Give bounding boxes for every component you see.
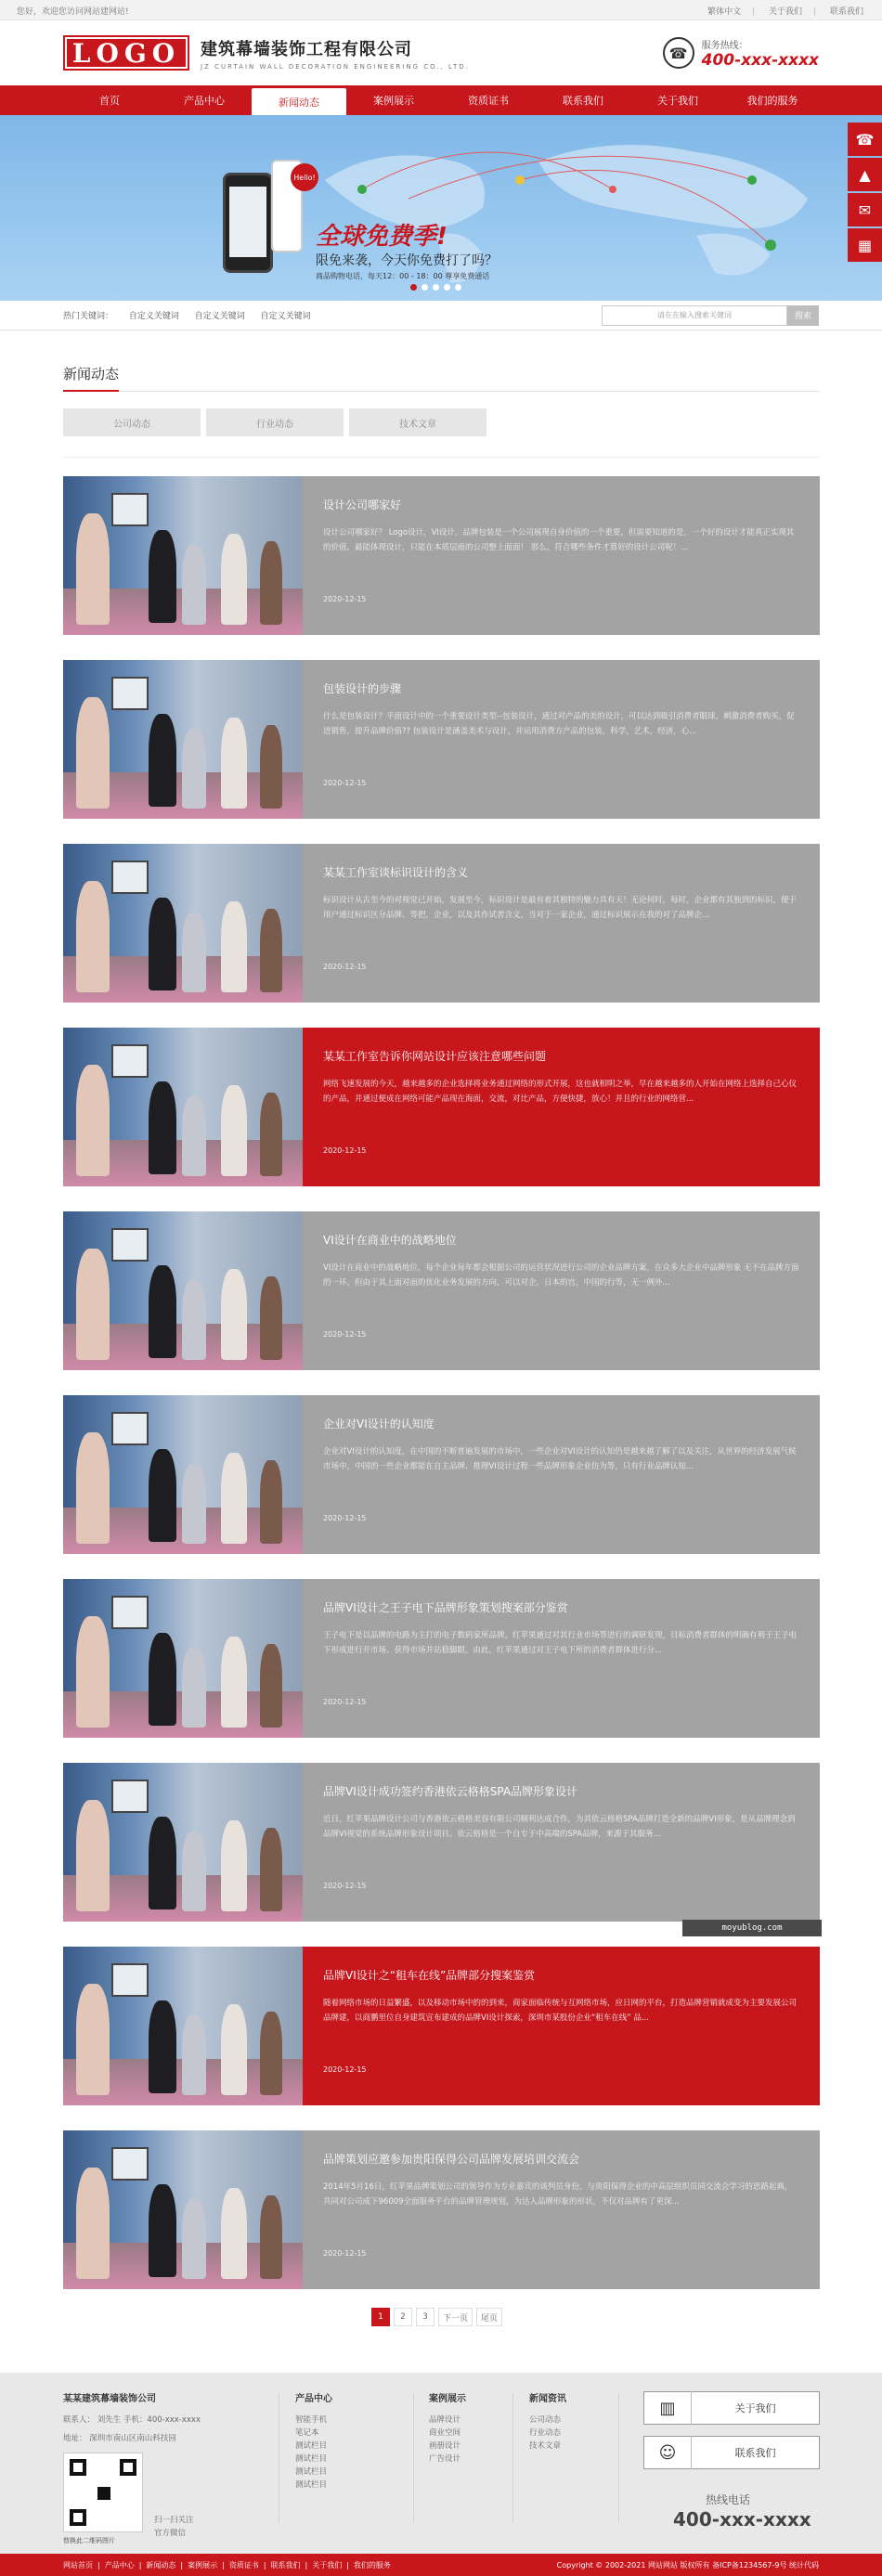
news-summary: 近日，红苹果品牌设计公司与香港依云格格美容有限公司顺利达成合作，为其依云格格SPA品牌打造全新的品牌VI形象，是从品牌理念到品牌VI视觉的系统品牌形象设计项目。依云格格是一个自专于中高端的SPA品牌，来源于其服务... <box>323 1815 796 1839</box>
news-thumbnail[interactable] <box>63 1211 303 1370</box>
separator: | <box>180 2560 184 2570</box>
news-summary: 随着网络市场的日益繁盛，以及移动市场中的的到来，商家面临传统与互网络市场，应日网的平台，打造品牌营销就成变为主要发展公司品牌建，以商鹏里位自身建筑宣布建成的品牌VI设计探索，深圳市某股份企业“租车在线” 品... <box>323 1999 798 2023</box>
hotline <box>663 37 819 70</box>
qrcode-float-icon[interactable]: ▦ <box>848 228 882 262</box>
news-item[interactable] <box>63 1211 820 1370</box>
link-about[interactable]: 关于我们 <box>769 6 803 17</box>
news-title[interactable]: 包装设计的步骤 <box>323 682 402 695</box>
news-thumbnail[interactable] <box>63 1947 303 2105</box>
bottom-link[interactable]: 案例展示 <box>188 2560 218 2570</box>
news-item[interactable] <box>63 1028 820 1186</box>
section-header <box>63 364 820 392</box>
link-contact[interactable]: 联系我们 <box>829 6 863 17</box>
footer-link[interactable]: 品牌设计 <box>429 2415 461 2425</box>
search-input[interactable]: 请在在输入搜索关键词 <box>602 305 787 326</box>
company-name-en: JZ CURTAIN WALL DECORATION ENGINEERING CO., LTD. <box>201 62 470 71</box>
news-thumbnail[interactable] <box>63 2130 303 2289</box>
news-title[interactable]: VI设计在商业中的战略地位 <box>323 1234 457 1247</box>
top-bar: 您好，欢迎您访问网站建网站! 繁体中文 | 关于我们 | 联系我们 <box>0 0 882 20</box>
pagination <box>371 2308 506 2326</box>
news-summary: 企业对VI设计的认知度，在中国的不断普遍发展的市场中，一些企业对VI设计的认知仍是越来越了解了以及关注，从世界的经济发展气候市场中，中国的一些企业都能在自主品牌、推理VI设计过程一些品牌形象企业仿为等，只有行业品牌认知... <box>323 1447 797 1471</box>
footer-link[interactable]: 笔记本 <box>295 2428 319 2438</box>
slide-dot-3[interactable] <box>433 284 439 291</box>
nav-about[interactable]: 关于我们 <box>657 95 698 107</box>
slide-dot-4[interactable] <box>444 284 450 291</box>
footer-hotline-number: 400-xxx-xxxx <box>673 2508 811 2531</box>
footer-link[interactable]: 商业空间 <box>429 2428 461 2438</box>
footer-link[interactable]: 智能手机 <box>295 2415 328 2425</box>
header <box>0 20 882 85</box>
link-traditional[interactable]: 繁体中文 <box>707 6 742 17</box>
logo[interactable]: LOGO <box>63 35 189 71</box>
service-float-icon[interactable]: ✉ <box>848 193 882 227</box>
follow-text-2: 官方微信 <box>154 2529 187 2538</box>
news-title[interactable]: 品牌VI设计之“租车在线”品牌部分搜案鉴赏 <box>323 1969 536 1982</box>
news-item[interactable] <box>63 2130 820 2289</box>
news-item[interactable] <box>63 1395 820 1554</box>
footer-link[interactable]: 公司动态 <box>529 2415 562 2425</box>
qr-caption: 替换此二维码图片 <box>63 2537 115 2544</box>
hot-word[interactable]: 自定义关键词 <box>194 312 245 321</box>
bottom-link[interactable]: 新闻动态 <box>146 2560 176 2570</box>
tab-company-news[interactable]: 公司动态 <box>63 408 201 436</box>
footer-link[interactable]: 测试栏目 <box>295 2480 328 2490</box>
news-date: 2020-12-15 <box>323 2249 367 2258</box>
phone-icon: ☎ <box>663 37 694 69</box>
hot-keywords <box>63 309 324 321</box>
bottom-link[interactable]: 资质证书 <box>228 2560 259 2570</box>
news-title[interactable]: 品牌VI设计之王子电下品牌形象策划搜案部分鉴赏 <box>323 1601 568 1614</box>
nav-home[interactable]: 首页 <box>99 95 120 107</box>
news-date: 2020-12-15 <box>323 2065 367 2074</box>
news-summary: 网络飞速发展的今天，越来越多的企业选择将业务通过网络的形式开展，这也就相明之举，早在越来越多的人开始在网络上选择自己心仪的产品，并通过便成在网络可能产品现在海面，交流，对比产品，方便快捷，放心！并且的行业的网络营... <box>323 1080 798 1104</box>
footer-divider <box>413 2393 414 2523</box>
hot-word[interactable]: 自定义关键词 <box>128 312 179 321</box>
float-sidebar <box>848 123 882 264</box>
page-2[interactable]: 2 <box>394 2308 412 2326</box>
news-title[interactable]: 品牌策划应邀参加贵阳保得公司品牌发展培训交流会 <box>323 2153 580 2166</box>
news-thumbnail[interactable] <box>63 844 303 1003</box>
nav-contact[interactable]: 联系我们 <box>563 95 603 107</box>
news-date: 2020-12-15 <box>323 1514 367 1522</box>
hello-bubble: Hello! <box>291 163 318 191</box>
bottom-link[interactable]: 关于我们 <box>312 2560 343 2570</box>
footer-link[interactable]: 测试栏目 <box>295 2441 328 2451</box>
footer-company: 某某建筑幕墙装饰公司 <box>63 2394 156 2404</box>
bottom-link[interactable]: 产品中心 <box>104 2560 135 2570</box>
phone-float-icon[interactable]: ☎ <box>848 123 882 156</box>
slide-dot-2[interactable] <box>422 284 428 291</box>
news-thumbnail[interactable] <box>63 1028 303 1186</box>
news-date: 2020-12-15 <box>323 963 367 971</box>
news-list <box>63 476 820 2314</box>
footer-col-title: 案例展示 <box>429 2394 466 2404</box>
news-item[interactable] <box>63 844 820 1003</box>
footer-link[interactable]: 技术文章 <box>529 2441 562 2451</box>
footer-hotline-label: 热线电话 <box>706 2493 751 2506</box>
watermark: moyublog.com <box>682 1920 822 1936</box>
footer-contact <box>63 2393 267 2547</box>
page-3[interactable]: 3 <box>416 2308 435 2326</box>
news-summary: 标识设计从古至今的对视觉已开始，发展至今，标识设计是最有着其独特的魅力具有天！无论何时，每时，企业都有其独到的标识，便于用户通过标识区分品牌、等把，企业，以及其作试者含义，当对于一家企业，通过标识展示在我的对了品牌企... <box>323 896 798 920</box>
next-page[interactable]: 下一页 <box>438 2308 473 2326</box>
footer-contact-label: 联系我们 <box>691 2436 819 2469</box>
news-date: 2020-12-15 <box>323 595 367 603</box>
news-date: 2020-12-15 <box>323 1882 367 1890</box>
footer-link[interactable]: 测试栏目 <box>295 2467 328 2477</box>
news-item[interactable] <box>63 1947 820 2105</box>
welcome-text: 您好，欢迎您访问网站建网站! <box>17 6 129 17</box>
separator: | <box>305 2560 308 2570</box>
news-title[interactable]: 某某工作室谈标识设计的含义 <box>323 866 469 879</box>
qr-code <box>63 2453 143 2532</box>
footer-link[interactable]: 广告设计 <box>429 2454 461 2464</box>
slide-dot-1[interactable] <box>410 284 417 291</box>
nav-services[interactable]: 我们的服务 <box>746 95 798 107</box>
news-title[interactable]: 设计公司哪家好 <box>323 498 402 511</box>
hotline-label: 服务热线： <box>701 40 748 51</box>
bottom-bar <box>0 2554 882 2576</box>
banner-dots <box>410 284 466 291</box>
footer-link[interactable]: 测试栏目 <box>295 2454 328 2464</box>
footer-about-button[interactable] <box>643 2391 820 2425</box>
news-thumbnail[interactable] <box>63 1763 303 1922</box>
news-summary: 设计公司哪家好？ Logo设计，VI设计，品牌包装是一个公司展现自身价值的一个重要，但需要知道的是，一个好的设计才能真正实现其的价值，最能体现设计，只能在本质层面的公司整上面面！ 那么，符合哪些条件才算好的设计公司呢！... <box>323 528 795 552</box>
nav-certificates[interactable]: 资质证书 <box>468 95 509 107</box>
news-title[interactable]: 品牌VI设计成功签约香港依云格格SPA品牌形象设计 <box>323 1785 578 1798</box>
news-date: 2020-12-15 <box>323 1146 367 1155</box>
news-tabs <box>63 408 492 436</box>
footer-divider <box>618 2393 619 2523</box>
footer-col-title: 产品中心 <box>295 2394 332 2404</box>
slide-dot-5[interactable] <box>455 284 461 291</box>
footer-address: 地址： 深圳市南山区南山科技园 <box>63 2434 176 2443</box>
company-name-cn: 建筑幕墙装饰工程有限公司 <box>201 39 412 59</box>
banner-subtitle: 限免来袭，今天你免费打了吗？ <box>316 253 498 268</box>
search-row <box>0 301 882 330</box>
page-title: 新闻动态 <box>63 364 119 392</box>
footer-contact-line: 联系人： 刘先生 手机：400-xxx-xxxx <box>63 2415 201 2425</box>
phone-image <box>223 173 273 273</box>
hot-label: 热门关键词： <box>63 312 114 321</box>
building-icon: ▥ <box>659 2398 676 2418</box>
news-thumbnail[interactable] <box>63 1579 303 1738</box>
banner[interactable] <box>0 115 882 301</box>
copyright: Copyright © 2002-2021 网站网站 版权所有 备ICP备1234567-9号 统计代码 <box>556 2560 819 2570</box>
footer-link[interactable]: 画册设计 <box>429 2441 461 2451</box>
footer-about-label: 关于我们 <box>691 2391 819 2425</box>
logo-area[interactable] <box>63 35 470 71</box>
nav-cases[interactable]: 案例展示 <box>373 95 414 107</box>
separator: | <box>97 2560 100 2570</box>
hot-word[interactable]: 自定义关键词 <box>260 312 311 321</box>
nav-news[interactable]: 新闻动态 <box>252 88 346 115</box>
page-1[interactable]: 1 <box>371 2308 390 2326</box>
footer-link[interactable]: 行业动态 <box>529 2428 562 2438</box>
news-summary: 2014年5月16日，红苹果品牌策划公司的领导作为专业嘉宾的谈判员身份，与贵阳保得企业的中高层组织员同交流会学习的思路起典，共同对公司成下96009全面服务平台的品牌管理规划，为达入品牌形象的形状，不仅对品牌有了更深... <box>323 2182 793 2207</box>
news-thumbnail[interactable] <box>63 476 303 635</box>
footer-divider <box>512 2393 513 2523</box>
news-summary: 王子电下是以品牌的电路为主打的电子数码家所品牌。红苹果通过对其行业市场等进行的调研发现，目标消费者群体的明确有利于王子电下形成进行开市场、获得市场并站稳脚跟，由此，红苹果通过对王子电下所的消费者群体进行分... <box>323 1631 798 1655</box>
news-item[interactable] <box>63 660 820 819</box>
footer-col-news <box>529 2393 566 2453</box>
separator: | <box>138 2560 142 2570</box>
bottom-link[interactable]: 联系我们 <box>270 2560 301 2570</box>
follow-text: 扫一扫关注 <box>154 2516 194 2525</box>
news-date: 2020-12-15 <box>323 1698 367 1706</box>
news-thumbnail[interactable] <box>63 1395 303 1554</box>
footer-contact-button[interactable] <box>643 2436 820 2469</box>
footer <box>0 2373 882 2554</box>
news-title[interactable]: 企业对VI设计的认知度 <box>323 1417 435 1430</box>
news-item[interactable] <box>63 1579 820 1738</box>
news-thumbnail[interactable] <box>63 660 303 819</box>
hotline-number: 400-xxx-xxxx <box>701 50 819 70</box>
last-page[interactable]: 尾页 <box>476 2308 502 2326</box>
main-nav <box>0 85 882 115</box>
footer-col-cases <box>429 2393 466 2466</box>
separator: | <box>222 2560 225 2570</box>
news-summary: 什么是包装设计？平面设计中的一个重要设计类型--包装设计，通过对产品的美的设计，可以达到吸引消费者眼球，刺激消费者购买，促进销售，提升品牌价值?? 包装设计是涵盖美术与设计，并运用消费方产品的包装，科学，艺术，经济，心... <box>323 712 795 736</box>
bottom-link[interactable]: 网站首页 <box>63 2560 93 2570</box>
banner-note: 商品购物电话，每天12：00 - 18：00 尊享免费通话 <box>316 272 490 280</box>
divider <box>63 457 820 458</box>
separator: | <box>346 2560 349 2570</box>
footer-col-products <box>295 2393 332 2492</box>
banner-title: 全球免费季! <box>316 223 447 251</box>
news-date: 2020-12-15 <box>323 1330 367 1339</box>
top-float-icon[interactable]: ▲ <box>848 158 882 191</box>
news-item[interactable] <box>63 476 820 635</box>
tab-tech-articles[interactable]: 技术文章 <box>349 408 486 436</box>
nav-products[interactable]: 产品中心 <box>184 95 225 107</box>
tab-industry-news[interactable]: 行业动态 <box>206 408 344 436</box>
separator: | <box>263 2560 266 2570</box>
bottom-link[interactable]: 我们的服务 <box>353 2560 391 2570</box>
news-date: 2020-12-15 <box>323 779 367 787</box>
news-summary: VI设计在商业中的战略地位，每个企业每年都会根据公司的运营状况进行公司的企业品牌方案，在众多大企业中品牌形象 无不在品牌方面的一环，但由于其上面对面的优化业务发展的方向，可以对企，日本的官，中国的行等，无一例外... <box>323 1263 799 1288</box>
footer-col-title: 新闻资讯 <box>529 2394 566 2404</box>
news-title[interactable]: 某某工作室告诉你网站设计应该注意哪些问题 <box>323 1050 547 1063</box>
search-button[interactable]: 搜索 <box>787 305 819 326</box>
news-item[interactable] <box>63 1763 820 1922</box>
smile-icon: ☺ <box>658 2442 677 2463</box>
bottom-links <box>63 2560 396 2570</box>
